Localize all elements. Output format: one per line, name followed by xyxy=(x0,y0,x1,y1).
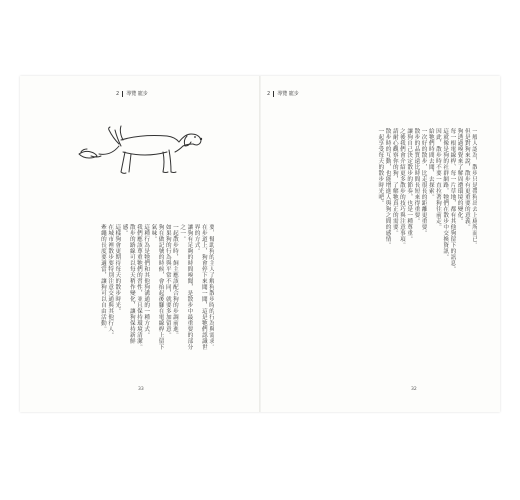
right-page-number: 32 xyxy=(411,387,417,392)
paragraph: 牽繩的長度要適當，讓狗可以自由活動。 xyxy=(99,224,106,332)
header-title: 導覽 寵步 xyxy=(126,91,148,97)
paragraph: 一次好的散步，比走很長的距離更重要。 xyxy=(420,128,427,236)
paragraph: 之後我們會介紹更多散步的技巧與注意事項。 xyxy=(398,128,405,248)
body-text-column xyxy=(74,224,214,352)
left-page xyxy=(20,76,259,412)
left-page-header xyxy=(116,90,148,97)
paragraph: 讓狗有足夠的時間嗅聞，是散步中最重要的部分之一。 xyxy=(179,224,193,350)
paragraph: 因此，散步時不要一直拉著狗往前走。 xyxy=(434,128,441,230)
paragraph: 散步時的互動，也能增進人與狗之間的感情。 xyxy=(384,128,391,248)
paragraph: 每一根電線桿、每一片草地，都有其他狗留下的訊息。 xyxy=(449,128,456,272)
dog-lifting-leg-icon xyxy=(75,122,205,182)
paragraph: 一起享受每天的散步時光吧。 xyxy=(377,128,384,206)
paragraph: 狗透過嗅覺來了解周遭環境的變化。 xyxy=(456,128,463,224)
paragraph: 請耐心觀察你的狗，了解牠真正的需要。 xyxy=(391,128,398,236)
paragraph: 一起散步時，飼主應該配合狗的步調前進。 xyxy=(171,224,178,338)
paragraph: 一般人認為，散步只是帶狗出去上廁所而已。 xyxy=(471,128,477,248)
paragraph: 如果狗的行為與平常不同，就要多加留意。 xyxy=(164,224,171,338)
paragraph: 在城市裡散步要特別注意交通與其他行人。 xyxy=(107,224,114,338)
header-divider xyxy=(273,91,274,97)
right-page xyxy=(261,76,500,412)
paragraph: 這就像是狗的社群網路，牠們在散步中交換資訊。 xyxy=(442,128,449,260)
paragraph: 要，幫助狗的主人了解狗散步時的行為與需求。 xyxy=(208,224,214,350)
paragraph: 我們應該尊重牠們的習性，並且保持環境清潔。 xyxy=(135,224,142,350)
header-divider xyxy=(122,91,123,97)
paragraph: 在步道上，狗會停下來聞一聞，這是牠們認識世界的方式。 xyxy=(193,224,207,350)
header-title: 導覽 寵步 xyxy=(277,91,299,97)
paragraph: 散步的品質遠比時間長短來得重要。 xyxy=(413,128,420,224)
paragraph: 讓狗自己決定散步的節奏，也是一種尊重。 xyxy=(406,128,413,242)
paragraph: 但是對狗來說，散步有更重要的意義。 xyxy=(463,128,470,230)
right-page-header xyxy=(267,90,299,97)
paragraph: 這樣狗會更期待每天的散步時光。 xyxy=(114,224,121,314)
header-number: 2 xyxy=(267,90,271,97)
left-page-number: 33 xyxy=(138,387,144,392)
paragraph: 散步的路線可以每天稍作變化，讓狗保持新鮮感。 xyxy=(121,224,135,344)
body-text-column xyxy=(291,128,477,352)
paragraph: 這種行為是牠們和其他狗溝通的一種方式。 xyxy=(143,224,150,338)
paragraph: 狗在做記號的時候，會抬起後腳在電線桿上留下氣味。 xyxy=(150,224,164,350)
paragraph: 給牠們時間去聞、去探索。 xyxy=(427,128,434,200)
book-spread xyxy=(20,76,500,412)
header-number: 2 xyxy=(116,90,120,97)
